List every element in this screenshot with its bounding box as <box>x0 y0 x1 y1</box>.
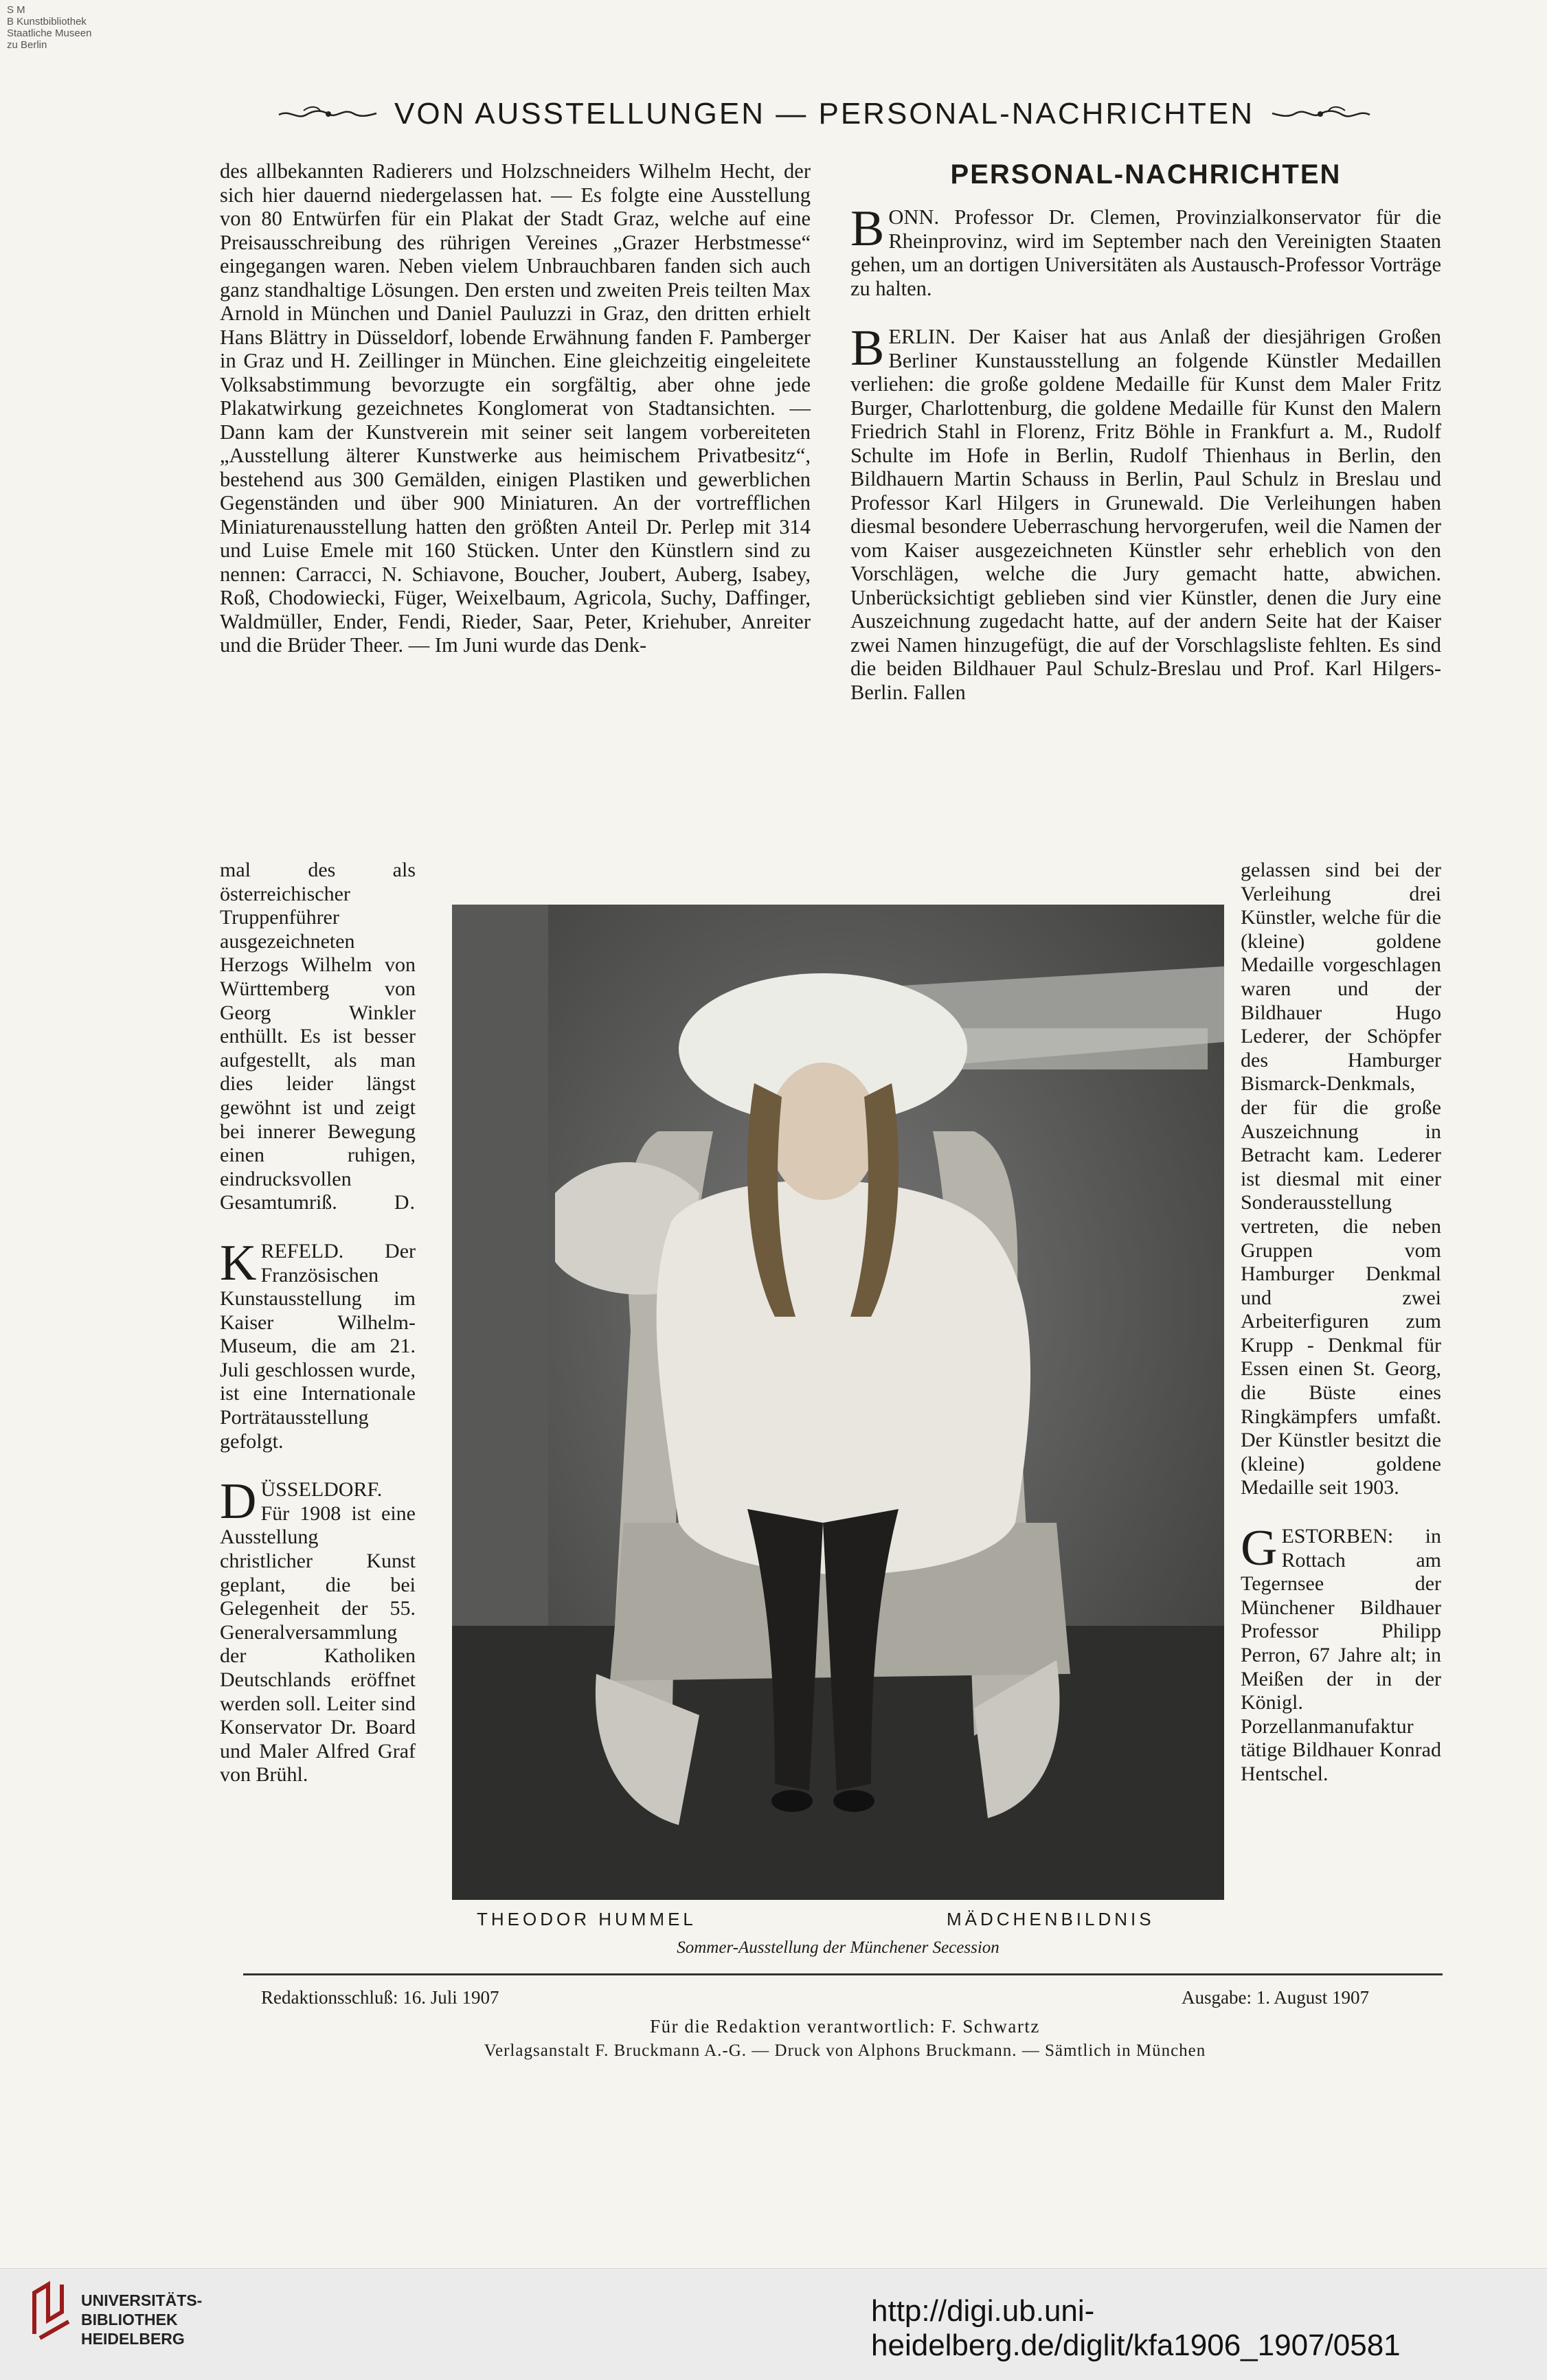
stamp-line: B Kunstbibliothek <box>7 16 87 27</box>
footer-editor: Für die Redaktion verantwortlich: F. Schwartz <box>650 2016 1040 2037</box>
university-line: UNIVERSITÄTS- <box>81 2291 203 2309</box>
painting-reproduction <box>452 905 1224 1900</box>
drop-cap: D <box>220 1473 257 1530</box>
left-narrow-column <box>220 859 416 1787</box>
painting-image <box>452 905 1224 1900</box>
paragraph-text: REFELD. Der Französischen Kunstausstellung im Kaiser Wilhelm-Museum, die am 21. Juli geschlossen wurde, ist eine Internationale Porträtausstellung gefolgt. <box>220 1239 416 1453</box>
footer-rule <box>243 1973 1443 1975</box>
drop-cap: B <box>850 201 885 257</box>
paragraph-text: ESTORBEN: in Rottach am Tegernsee der Münchener Bildhauer Professor Philipp Perron, 67 Jahre alt; in Meißen der in der Königl. Porzellanmanufaktur tätige Bildhauer Konrad Hentschel. <box>1241 1525 1441 1785</box>
footer-deadline: Redaktionsschluß: 16. Juli 1907 <box>261 1987 499 2008</box>
footer-publisher: Verlagsanstalt F. Bruckmann A.-G. — Druck von Alphons Bruckmann. — Sämtlich in München <box>484 2041 1206 2060</box>
article-paragraph <box>220 859 416 1215</box>
drop-cap: G <box>1241 1520 1278 1577</box>
university-logo-icon <box>27 2279 76 2341</box>
right-column <box>850 159 1441 704</box>
library-stamp <box>7 4 91 51</box>
right-ornament-icon <box>1269 104 1373 124</box>
news-bonn <box>850 201 1441 300</box>
left-ornament-icon <box>276 104 379 124</box>
news-berlin <box>850 320 1441 704</box>
footer-issue-date: Ausgabe: 1. August 1907 <box>1182 1987 1369 2008</box>
drop-cap: B <box>850 320 885 376</box>
paragraph-text: ÜSSELDORF. Für 1908 ist eine Ausstellung christlicher Kunst geplant, die bei Gelegenheit der 55. Generalversammlung der Katholiken Deutschlands eröffnet werden soll. Leiter sind Konservator Dr. Board und Maler Alfred Graf von Brühl. <box>220 1478 416 1787</box>
section-heading: PERSONAL-NACHRICHTEN <box>950 159 1342 190</box>
stamp-line: S M <box>7 4 25 16</box>
stamp-line: Staatliche Museen <box>7 27 92 39</box>
university-line: HEIDELBERG <box>81 2330 185 2348</box>
paragraph-text: mal des als österreichischer Truppenführer ausgezeichneten Herzogs Wilhelm von Württemberg von Georg Winkler enthüllt. Es ist besser aufgestellt, als man dies leider längst gewöhnt ist und zeigt bei innerer Bewegung einen ruhigen, eindrucksvollen Gesamtumriß. <box>220 859 416 1214</box>
figure-source: Sommer-Ausstellung der Münchener Secession <box>677 1938 1000 1957</box>
figure-artist: THEODOR HUMMEL <box>477 1909 697 1929</box>
article-paragraph: gelassen sind bei der Verleihung drei Künstler, welche für die (kleine) goldene Medaille vorgeschlagen waren und der Bildhauer Hugo Lederer, der Schöpfer des Hamburger Bismarck-Denkmals, der für die große Auszeichnung in Betracht kam. Lederer ist diesmal mit einer Sonderausstellung vertreten, die neben Gruppen vom Hamburger Denkmal und zwei Arbeiterfiguren zum Krupp - Denkmal für Essen einen St. Georg, die Büste eines Ringkämpfers umfaßt. Der Künstler besitzt die (kleine) goldene Medaille seit 1903. <box>1241 859 1441 1499</box>
news-duesseldorf <box>220 1473 416 1787</box>
running-header <box>247 93 1401 135</box>
news-gestorben <box>1241 1520 1441 1787</box>
university-line: BIBLIOTHEK <box>81 2311 178 2328</box>
drop-cap: K <box>220 1234 257 1291</box>
source-url-link[interactable]: http://digi.ub.uni-heidelberg.de/diglit/kfa1906_1907/0581 <box>871 2294 1401 2362</box>
author-signature: D. <box>394 1191 416 1214</box>
university-name <box>81 2291 202 2348</box>
stamp-line: zu Berlin <box>7 39 47 51</box>
figure-title: MÄDCHENBILDNIS <box>947 1909 1155 1929</box>
article-paragraph: des allbekannten Radierers und Holzschneiders Wilhelm Hecht, der sich hier dauernd niedergelassen hat. — Es folgte eine Ausstellung von 80 Entwürfen für ein Plakat der Stadt Graz, welche auf eine Preisausschreibung des rührigen Vereines „Grazer Herbstmesse“ eingegangen waren. Neben vielem Unbrauchbaren fanden sich auch ganz standhaltige Lösungen. Den ersten und zweiten Preis teilten Max Arnold in München und Daniel Pauluzzi in Graz, den dritten erhielt Hans Blättry in Düsseldorf, lobende Erwähnung fanden F. Pamberger in Graz und H. Zeillinger in München. Eine gleichzeitig eingeleitete Volksabstimmung bevorzugte ein sorgfältig, aber ohne jede Plakatwirkung gezeichnetes Konglomerat von Stadtansichten. — Dann kam der Kunstverein mit seiner seit langem vorbereiteten „Ausstellung älterer Kunstwerke aus heimischem Privatbesitz“, bestehend aus 300 Gemälden, einigen Plastiken und gewerblichen Gegenständen und über 900 Miniaturen. An der vortrefflichen Miniaturenausstellung hatten den größten Anteil Dr. Perlep mit 314 und Luise Emele mit 160 Stücken. Unter den Künstlern sind zu nennen: Carracci, N. Schiavone, Boucher, Joubert, Auberg, Isabey, Roß, Chodowiecki, Füger, Weixelbaum, Agricola, Suchy, Daffinger, Waldmüller, Ender, Fendi, Rieder, Saar, Peter, Kriehuber, Anreiter und die Brüder Theer. — Im Juni wurde das Denk- <box>220 159 811 657</box>
right-narrow-column <box>1241 859 1441 1787</box>
paragraph-text: ONN. Professor Dr. Clemen, Provinzialkonservator für die Rheinprovinz, wird im September nach den Vereinigten Staaten gehen, um an dortigen Universitäten als Austausch-Professor Vorträge zu halten. <box>850 205 1441 300</box>
right-column-body <box>850 201 1441 704</box>
paragraph-text: ERLIN. Der Kaiser hat aus Anlaß der diesjährigen Großen Berliner Kunstausstellung an folgende Künstler Medaillen verliehen: die große goldene Medaille für Kunst dem Maler Fritz Burger, Charlottenburg, die goldene Medaille für Kunst den Malern Friedrich Stahl in Florenz, Fritz Böhle in Frankfurt a. M., Rudolf Schulte im Hofe in Berlin, Rudolf Thienhaus in Berlin, den Bildhauern Martin Schauss in Berlin, Paul Schulz in Breslau und Professor Karl Hilgers in Grunewald. Die Verleihungen haben diesmal besondere Ueberraschung hervorgerufen, weil die Namen der vom Kaiser ausgezeichneten Künstler sehr erheblich von den Vorschlägen, welche die Jury gemacht hatte, abwichen. Unberücksichtigt geblieben sind vier Künstler, denen die Jury eine Auszeichnung zugedacht hatte, auf der andern Seite hat der Kaiser zwei Namen hinzugefügt, die auf der Vorschlagsliste fehlten. Es sind die beiden Bildhauer Paul Schulz-Breslau und Prof. Karl Hilgers-Berlin. Fallen <box>850 325 1441 704</box>
news-krefeld <box>220 1234 416 1453</box>
page-title: VON AUSSTELLUNGEN — PERSONAL-NACHRICHTEN <box>394 97 1254 131</box>
left-column-top <box>220 159 811 657</box>
